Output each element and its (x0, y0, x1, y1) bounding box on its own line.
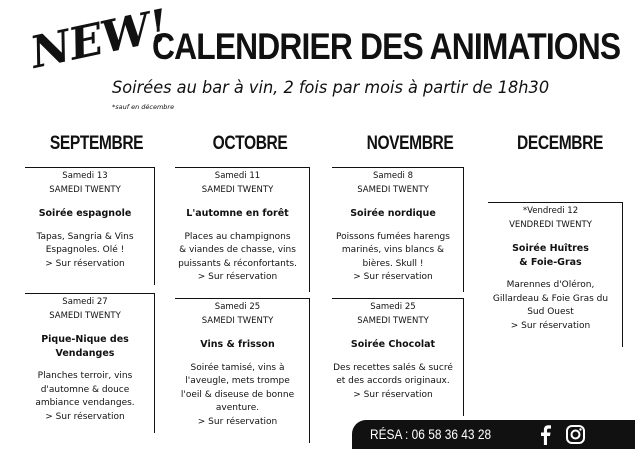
new-badge: NEW! (26, 0, 173, 79)
event-title (25, 207, 145, 221)
facebook-icon[interactable] (538, 424, 552, 445)
event-reservation: > Sur réservation (510, 320, 591, 331)
event-description-line: & viandes de chasse, vins (179, 245, 296, 255)
event-reservation: > Sur réservation (197, 416, 278, 427)
event-title-line: Pique-Nique des (41, 334, 129, 345)
event-description (332, 231, 454, 272)
event-description-line: Tapas, Sangria & Vins (36, 231, 134, 242)
event-title-line: Soirée Chocolat (350, 339, 436, 350)
event-card (175, 298, 310, 443)
event-host: VENDREDI TWENTY (509, 219, 592, 230)
event-title-line: Soirée nordique (350, 208, 436, 219)
event-description-line: Des recettes salés & sucré (333, 362, 453, 373)
event-description-line: bières. Skull ! (362, 258, 424, 269)
event-date: Samedi 27 (62, 297, 108, 307)
event-reservation: > Sur réservation (353, 389, 433, 400)
month-header-septembre: SEPTEMBRE (49, 133, 144, 154)
event-description-line: d'automne & douce (40, 384, 130, 395)
event-title (488, 242, 613, 269)
event-description-line: et des accords originaux. (336, 376, 450, 386)
event-description (25, 370, 145, 411)
event-host: SAMEDI TWENTY (201, 184, 274, 195)
event-title-line: L'automne en forêt (186, 208, 289, 219)
instagram-icon[interactable] (565, 424, 586, 445)
subtitle: Soirées au bar à vin, 2 fois par mois à partir de 18h30 (112, 78, 550, 98)
event-description-line: Planches terroir, vins (37, 371, 133, 381)
event-host: SAMEDI TWENTY (357, 184, 429, 195)
event-title (25, 333, 145, 360)
event-description-line: Places au champignons (184, 231, 291, 242)
month-header-decembre: DECEMBRE (517, 133, 603, 154)
event-description (25, 231, 145, 258)
event-reservation: > Sur réservation (45, 258, 125, 269)
event-description-line: Gillardeau & Foie Gras du (492, 293, 609, 304)
event-title (332, 207, 454, 221)
event-date: Samedi 8 (373, 171, 413, 181)
event-description-line: puissants & réconfortants. (178, 258, 297, 269)
event-title-line: Soirée Huîtres (512, 243, 589, 254)
event-title (175, 338, 300, 352)
event-card (175, 167, 310, 292)
footnote: *sauf en décembre (112, 103, 175, 111)
event-title (175, 207, 300, 221)
event-title-line: Vendanges (55, 347, 115, 359)
event-date: *Vendredi 12 (522, 206, 579, 216)
event-description-line: ambiance vendanges. (35, 398, 135, 408)
event-description (488, 279, 613, 320)
event-description-line: Espagnoles. Olé ! (45, 245, 125, 255)
event-reservation: > Sur réservation (197, 272, 278, 282)
event-reservation: > Sur réservation (45, 411, 125, 422)
event-title-line: Vins & frisson (200, 339, 275, 350)
event-title-line: & Foie-Gras (519, 256, 582, 268)
event-description (175, 231, 300, 272)
event-date: Samedi 25 (370, 302, 416, 312)
event-description-line: marinés, vins blancs & (341, 245, 445, 255)
page-title: CALENDRIER DES ANIMATIONS (152, 26, 621, 67)
event-card (332, 167, 464, 292)
event-description-line: Marennes d'Oléron, (506, 280, 595, 290)
event-host: SAMEDI TWENTY (49, 310, 121, 321)
month-header-novembre: NOVEMBRE (366, 133, 454, 154)
event-title (332, 338, 454, 352)
event-card (488, 202, 623, 347)
event-host: SAMEDI TWENTY (357, 315, 429, 326)
event-description-line: Poissons fumées harengs (336, 231, 450, 242)
event-description-line: Soirée tamisé, vins à (190, 362, 285, 373)
event-host: SAMEDI TWENTY (49, 184, 121, 195)
month-header-octobre: OCTOBRE (212, 133, 288, 154)
event-host: SAMEDI TWENTY (201, 315, 274, 326)
event-description-line: Sud Ouest (527, 307, 574, 317)
reservation-bar (352, 420, 635, 449)
event-title-line: Soirée espagnole (38, 208, 132, 219)
event-date: Samedi 11 (214, 171, 261, 181)
event-description-line: aventure. (215, 403, 260, 413)
event-reservation: > Sur réservation (353, 272, 433, 282)
event-card (332, 298, 464, 416)
event-date: Samedi 25 (214, 302, 261, 312)
event-description-line: l'aveugle, mets trompe (185, 376, 290, 386)
event-description (175, 362, 300, 416)
event-card (25, 293, 155, 433)
event-description-line: l'oeil & diseuse de bonne (180, 389, 295, 400)
event-card (25, 167, 155, 285)
reservation-phone[interactable]: RÉSA : 06 58 36 43 28 (370, 426, 492, 442)
event-date: Samedi 13 (62, 171, 108, 181)
event-description (332, 362, 454, 389)
